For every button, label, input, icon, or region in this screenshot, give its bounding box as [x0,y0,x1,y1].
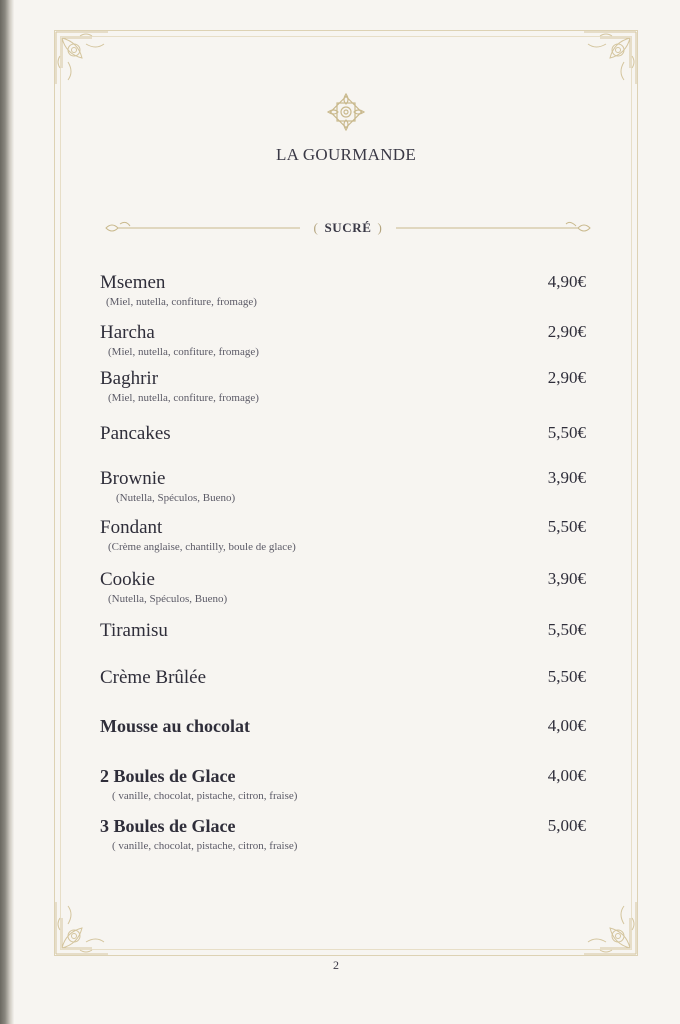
item-description: (Miel, nutella, confiture, fromage) [108,392,259,404]
item-price: 4,00€ [547,716,586,735]
item-name: Mousse au chocolat [100,716,250,736]
ornamental-rosette-icon [326,92,366,132]
item-name: Msemen [100,272,166,293]
item-name: Brownie [100,468,166,489]
ornamental-corner-icon [580,898,640,958]
item-name: Cookie [100,569,155,590]
ornamental-corner-icon [52,898,112,958]
item-name: 3 Boules de Glace [100,816,236,836]
item-price: 5,50€ [547,667,586,686]
item-description: ( vanille, chocolat, pistache, citron, fraise) [112,790,298,802]
item-price: 5,50€ [547,620,586,639]
item-name: Pancakes [100,423,171,444]
item-price: 3,90€ [547,569,586,588]
item-price: 5,00€ [547,816,586,835]
item-name: Harcha [100,322,155,343]
item-price: 5,50€ [547,517,586,536]
item-description: (Nutella, Spéculos, Bueno) [108,593,228,605]
item-name: Fondant [100,517,163,538]
item-price: 5,50€ [547,423,586,442]
item-description: (Miel, nutella, confiture, fromage) [108,346,259,358]
item-description: ( vanille, chocolat, pistache, citron, fraise) [112,840,298,852]
binding-edge [0,0,14,1024]
item-name: Baghrir [100,368,159,389]
item-price: 4,90€ [547,272,586,291]
section-title: ( SUCRÉ ) [313,220,383,235]
item-price: 4,00€ [547,766,586,785]
ornamental-corner-icon [52,28,112,88]
restaurant-name: LA GOURMANDE [275,145,417,164]
item-name: 2 Boules de Glace [100,766,236,786]
item-description: (Crème anglaise, chantilly, boule de glace) [108,541,296,553]
item-description: (Miel, nutella, confiture, fromage) [106,296,257,308]
item-price: 2,90€ [547,368,586,387]
section-header [100,210,596,246]
page-number: 2 [333,958,339,972]
ornamental-corner-icon [580,28,640,88]
item-price: 3,90€ [547,468,586,487]
item-description: (Nutella, Spéculos, Bueno) [116,492,236,504]
item-name: Tiramisu [100,620,168,641]
item-name: Crème Brûlée [100,667,207,688]
item-price: 2,90€ [547,322,586,341]
